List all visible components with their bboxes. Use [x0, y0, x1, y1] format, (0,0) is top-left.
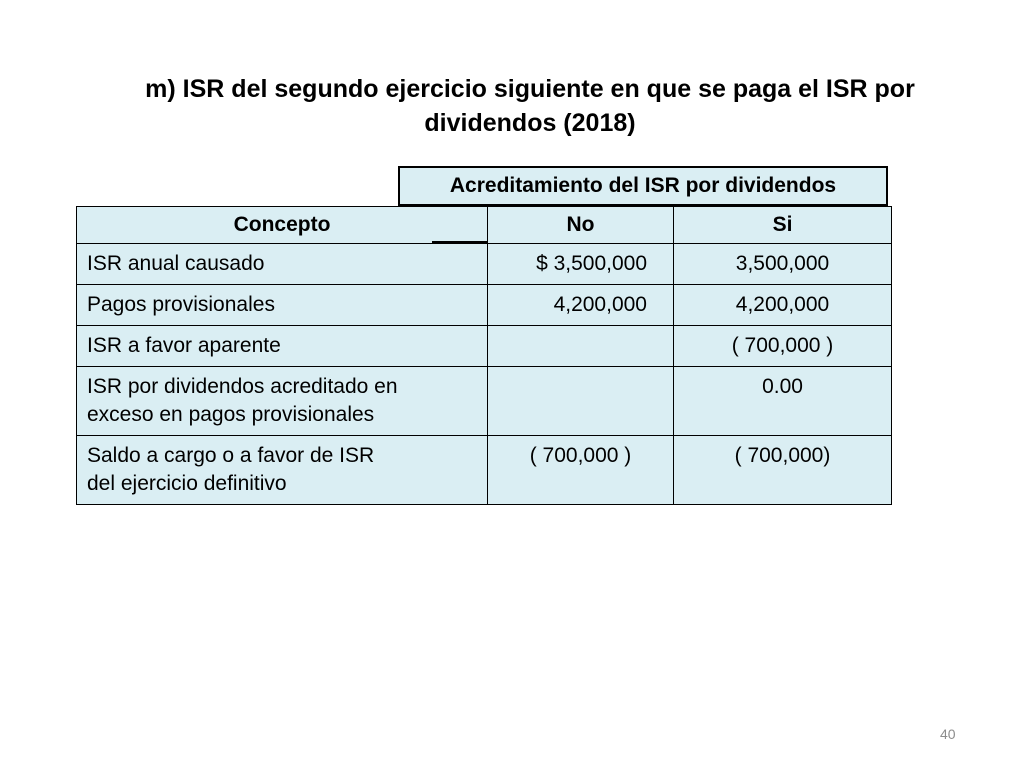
concepto-text-line-2: exceso en pagos provisionales	[87, 403, 375, 426]
cell-si: 0.00	[674, 367, 892, 436]
concepto-text: Pagos provisionales	[87, 293, 275, 316]
cell-no: $ 3,500,000	[488, 244, 674, 285]
header-no: No	[488, 207, 674, 244]
concepto-text: ISR anual causado	[87, 252, 265, 275]
header-divider	[432, 241, 488, 243]
table-group-header: Acreditamiento del ISR por dividendos	[398, 166, 888, 206]
cell-no: ( 700,000 )	[488, 436, 674, 505]
cell-si: 3,500,000	[674, 244, 892, 285]
cell-concepto	[77, 436, 488, 505]
cell-no	[488, 367, 674, 436]
cell-no	[488, 326, 674, 367]
table-row	[77, 436, 892, 505]
cell-concepto	[77, 244, 488, 285]
cell-si: 4,200,000	[674, 285, 892, 326]
cell-concepto	[77, 367, 488, 436]
concepto-text: ISR a favor aparente	[87, 334, 281, 357]
table-header-row	[77, 207, 892, 244]
table-row	[77, 244, 892, 285]
header-concepto: Concepto	[77, 207, 488, 244]
page-number: 40	[940, 726, 956, 742]
slide-title-line-2: dividendos (2018)	[424, 109, 636, 137]
slide-title	[80, 72, 980, 140]
slide-title-line-1: m) ISR del segundo ejercicio siguiente en que se paga el ISR por	[145, 75, 915, 103]
concepto-text-line-1: Saldo a cargo o a favor de ISR	[87, 444, 375, 467]
isr-table	[76, 206, 892, 505]
cell-concepto	[77, 326, 488, 367]
cell-si: ( 700,000 )	[674, 326, 892, 367]
table-row	[77, 367, 892, 436]
cell-si: ( 700,000)	[674, 436, 892, 505]
cell-concepto	[77, 285, 488, 326]
isr-table-wrapper	[76, 206, 891, 505]
concepto-text-line-2: del ejercicio definitivo	[87, 472, 287, 495]
cell-no: 4,200,000	[488, 285, 674, 326]
header-si: Si	[674, 207, 892, 244]
table-row	[77, 326, 892, 367]
concepto-text-line-1: ISR por dividendos acreditado en	[87, 375, 398, 398]
table-row	[77, 285, 892, 326]
